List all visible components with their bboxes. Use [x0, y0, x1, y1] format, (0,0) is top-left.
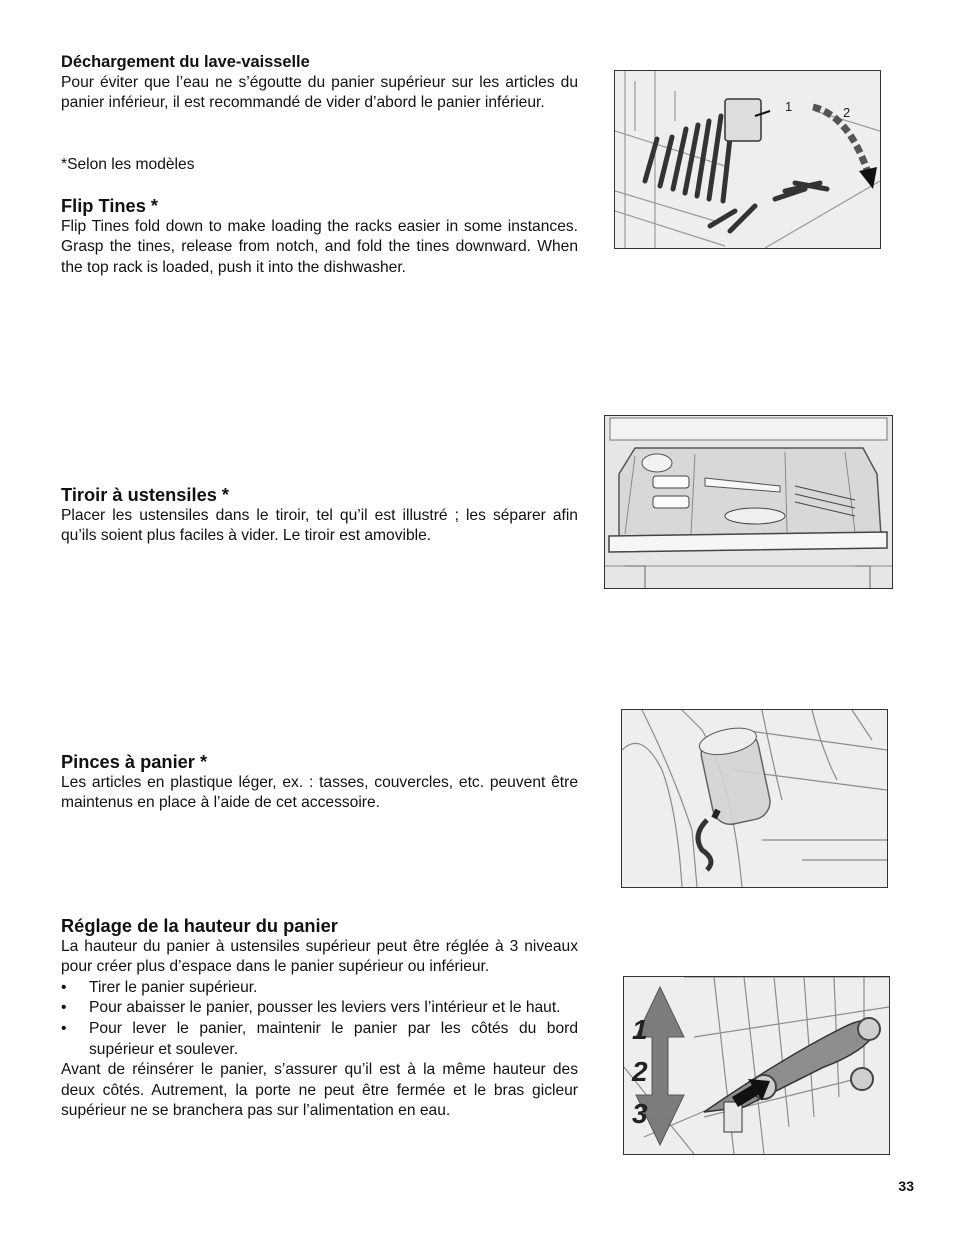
figure-label: 1	[632, 1014, 648, 1045]
paragraph-clips: Les articles en plastique léger, ex. : tasses, couvercles, etc. peuvent être maintenus en place à l’aide de cet accessoire.	[61, 773, 578, 812]
list-item	[61, 1019, 578, 1060]
list-item	[61, 978, 578, 999]
heading-height-adjust: Réglage de la hauteur du panier	[61, 915, 338, 936]
figure-label: 3	[632, 1098, 648, 1129]
heading-flip-tines: Flip Tines *	[61, 195, 159, 216]
paragraph-height-adjust: La hauteur du panier à ustensiles supérieur peut être réglée à 3 niveaux pour créer plus d’espace dans le panier supérieur ou inférieur.	[61, 937, 578, 976]
page-number: 33	[898, 1178, 914, 1194]
section-flip-tines	[61, 196, 578, 278]
heading-clips: Pinces à panier *	[61, 751, 208, 772]
bullet-text: Tirer le panier supérieur.	[89, 978, 258, 996]
list-item	[61, 998, 578, 1019]
bullet: •	[61, 1019, 67, 1037]
bullet: •	[61, 978, 67, 996]
figure-height-adjust	[623, 976, 890, 1155]
paragraph-flip-tines: Flip Tines fold down to make loading the racks easier in some instances. Grasp the tines, release from notch, and fold the tines downward. When the top rack is loaded, push it into the dishwasher.	[61, 217, 578, 276]
bullet-text: Pour abaisser le panier, pousser les leviers vers l’intérieur et le haut.	[89, 999, 561, 1017]
figure-label: 2	[632, 1056, 648, 1087]
bullet-list	[61, 978, 578, 1060]
bullet: •	[61, 999, 67, 1017]
figure-flip-tines	[614, 70, 881, 249]
paragraph-unloading: Pour éviter que l’eau ne s’égoutte du panier supérieur sur les articles du panier inférieur, il est recommandé de vider d’abord le panier inférieur.	[61, 73, 578, 112]
section-drawer	[61, 485, 578, 547]
figure-label: 2	[843, 105, 851, 120]
figure-label: 1	[785, 99, 793, 114]
heading-unloading: Déchargement du lave-vaisselle	[61, 53, 310, 71]
figure-utensil-drawer	[604, 415, 893, 589]
section-height-adjust	[61, 916, 578, 1122]
section-unloading	[61, 52, 578, 114]
figure-rack-clips	[621, 709, 888, 888]
section-clips	[61, 752, 578, 814]
paragraph-height-footer: Avant de réinsérer le panier, s’assurer qu’il est à la même hauteur des deux côtés. Autrement, la porte ne peut être fermée et le bras gicleur supérieur ne se branchera pas sur l’alimentation en eau.	[61, 1061, 578, 1120]
bullet-text: Pour lever le panier, maintenir le panier par les côtés du bord supérieur et soulever.	[89, 1019, 578, 1058]
paragraph-drawer: Placer les ustensiles dans le tiroir, tel qu’il est illustré ; les séparer afin qu’ils soient plus faciles à vider. Le tiroir est amovible.	[61, 506, 578, 545]
note-models: *Selon les modèles	[61, 156, 195, 173]
heading-drawer: Tiroir à ustensiles *	[61, 484, 230, 505]
